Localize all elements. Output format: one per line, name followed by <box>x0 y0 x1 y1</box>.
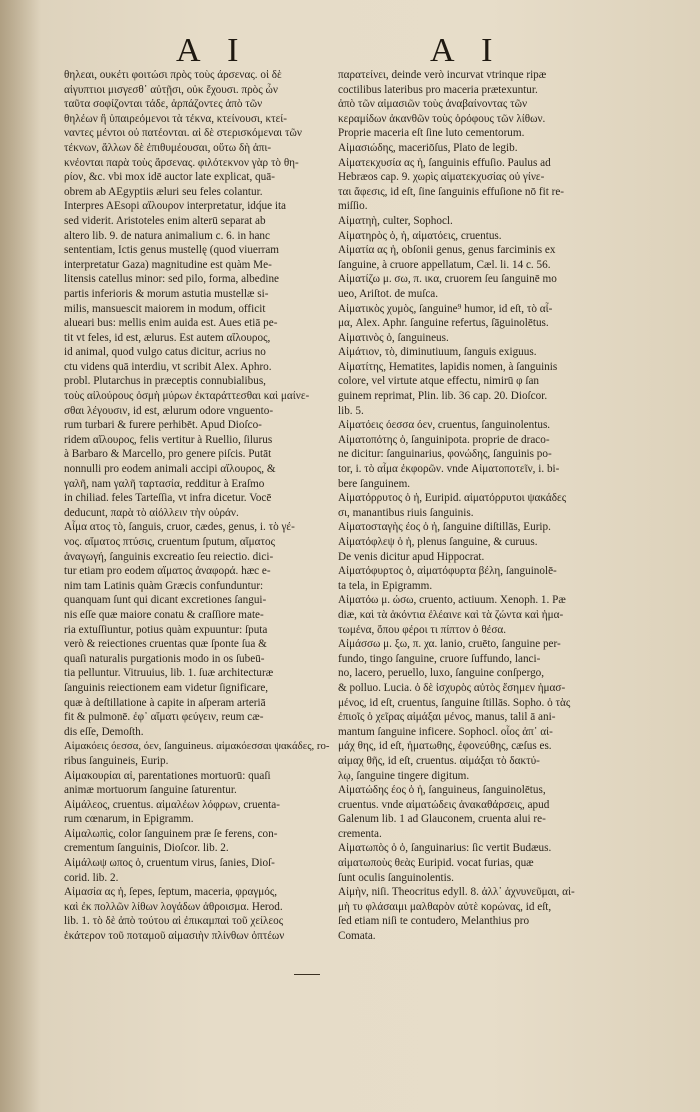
text-line: κνέονται παρὰ τοὺς ἄρσενας. φιλότεκνον γὰρ τὸ θη- <box>64 156 299 169</box>
text-line: Αἱματίτης, Hematites, lapidis nomen, à ſanguinis <box>338 360 558 373</box>
text-line: verò & reiectiones cruentas quæ ſponte ſua & <box>64 638 267 651</box>
text-line: θηλέων ἢ ὑπαιρεόμενοι τὰ τέκνα, κτείνουσι, κτεί- <box>64 112 288 125</box>
text-line: litensis catellus minor: sed pilo, forma, albedine <box>64 273 279 286</box>
text-line: tia pelluntur. Vitruuius, lib. 1. ſuæ architecturæ <box>64 667 274 680</box>
text-line: id animal, quod vulgo catus dicitur, acrius no <box>64 346 266 359</box>
text-line: Αἱματικὸς χυμὸς, ſanguine⁹ humor, id eſt, τὸ αἷ- <box>338 302 553 315</box>
text-line: τωμένα, ὅπου φέροι τι πίπτον ὁ θέσα. <box>338 623 507 636</box>
text-line: Αἱμακουρίαι αἱ, parentationes mortuorū: quaſi <box>64 769 271 782</box>
text-line: ria extuſſiuntur, potius quàm expuuntur: ſputa <box>64 623 268 636</box>
text-line: ἑκάτερον τοῦ ποταμοῦ αἱμασιὴν πλίνθων ὀπτέων <box>64 930 285 943</box>
text-line: Αἱμαλωπὶς, color ſanguinem præ ſe ferens, con- <box>64 827 278 840</box>
text-line: lib. 5. <box>338 404 364 417</box>
text-line: ueo, Ariſtot. de muſca. <box>338 287 439 300</box>
text-line: κεραμίδων ἀκανθῶν τοὺς ὀρόφους τῶν λίθων. <box>338 112 546 125</box>
text-line: alueari bus: mellis enim auida est. Aues etiā pe- <box>64 317 278 330</box>
text-line: μάχ θης, id eſt, ἡματωθης, ἐφονεύθης, cæſus es. <box>338 740 552 753</box>
text-line: ctu videns quā interdiu, vt scribit Alex. Aphro. <box>64 360 272 373</box>
text-line: ta tela, in Epigramm. <box>338 579 433 592</box>
text-line: De venis dicitur apud Hippocrat. <box>338 550 485 563</box>
text-line: ἀναγωγή, ſanguinis excreatio ſeu reiectio. dici- <box>64 550 274 563</box>
text-line: Hebræos cap. 9. χωρὶς αἱματεκχυσίας οὐ γίνε- <box>338 171 545 184</box>
text-line: nis eſſe quæ maiore conatu & craſſiore mate- <box>64 608 264 621</box>
text-line: ribus ſanguineis, Eurip. <box>64 754 169 767</box>
text-line: tit vt feles, id est, ælurus. Est autem αἴλουρος, <box>64 331 271 344</box>
text-line: ſanguine, à cruore appellatum, Cæl. li. 14 c. 56. <box>338 258 551 271</box>
text-line: quæ à deſtillatione à capite in aſperam arteriā <box>64 696 266 709</box>
text-line: rum turbari & furere perhibēt. Apud Dioſco- <box>64 419 262 432</box>
text-line: quaſi naturalis purgationis modo in os ſubeū- <box>64 652 265 665</box>
text-line: Αἱμασία ας ἡ, ſepes, ſeptum, maceria, φραγμός, <box>64 886 278 899</box>
text-line: Galenum lib. 1 ad Glauconem, cruenta alui re- <box>338 813 546 826</box>
text-line: Αἱματωπὸς ὁ ὁ, ſanguinarius: ſic vertit Budæus. <box>338 842 552 855</box>
text-line: nonnulli pro eodem animali accipi αἴλουρος, & <box>64 463 276 476</box>
text-line: ſanguinis reiectionem eam videtur ſignificare, <box>64 681 269 694</box>
text-line: Αἱματώδης έος ὁ ἡ, ſanguineus, ſanguinolētus, <box>338 784 546 797</box>
text-line: Αἱματόρρυτος ὁ ἡ, Euripid. αἱματόρρυτοι ψακάδες <box>338 492 567 505</box>
text-line: ταῦτα σοφίζονται τάδε, ἁρπάζοντες ἀπὸ τῶν <box>64 98 263 111</box>
text-line: νος. αἵματος πτύσις, cruentum ſputum, αἵματος <box>64 536 276 548</box>
text-line: & polluo. Lucia. ὁ δὲ ἰσχυρὸς αὐτὸς ἔσημεν ἡμασ- <box>338 681 566 694</box>
running-head-right: A I <box>430 32 503 69</box>
text-line: lib. 1. τὸ δὲ ἀπὸ τούτου αἱ ἐπικαμπαὶ τοῦ χείλεος <box>64 915 284 928</box>
text-line: Αἱμάλωψ ωπος ὁ, cruentum virus, ſanies, Dioſ- <box>64 857 275 870</box>
text-line: tor, i. τὸ αἷμα ἐκφορῶν. vnde Αἱματοποτεῖν, i. bi- <box>338 463 560 476</box>
text-line: σθαι λέγουσιν, id est, ælurum odore vnguento- <box>64 404 274 417</box>
text-line: Interpres AEsopi αἴλουρον interpretatur, idq́ue ita <box>64 200 287 213</box>
text-line: καὶ ἐκ πολλῶν λίθων λογάδων ἀθροισμα. Herod. <box>64 900 283 913</box>
text-line: σι, manantibus riuis ſanguinis. <box>338 506 474 519</box>
text-line: ναντες μέντοι οὐ πατέονται. αἱ δὲ στερισκόμεναι τῶν <box>64 127 302 140</box>
text-line: tur etiam pro eodem αἵματος ἀναφορά. hæc e- <box>64 565 271 578</box>
text-line: dis eſſe, Demoſth. <box>64 725 144 738</box>
text-line: probl. Plutarchus in præceptis connubialibus, <box>64 375 266 388</box>
left-column <box>64 68 334 944</box>
text-line: Αἱμακόεις όεσσα, όεν, ſanguineus. αἱμακόεσσαι ψακάδες, ro- <box>64 740 330 753</box>
text-line: Αἱματόω μ. ώσω, cruento, actiuum. Xenoph. 1. Pæ <box>338 594 566 607</box>
text-line: fit & pulmonē. ἐφ᾽ αἵματι φεύγειν, reum cæ- <box>64 711 264 724</box>
text-line: Αἱματία ας ἡ, obſonii genus, genus farciminis ex <box>338 244 556 257</box>
text-line: Αἱματηὴ, culter, Sophocl. <box>338 214 453 227</box>
text-line: ἐπιοῖς ὁ χεῖρας αἱμάξαι μένος, manus, talil ā ani- <box>338 711 556 724</box>
text-line: partis inferioris & morum astutia mustellæ si- <box>64 287 269 300</box>
text-line: Αἱματοπότης ὁ, ſanguinipota. proprie de draco- <box>338 433 550 446</box>
text-line: Αἱμάτιον, τὸ, diminutiuum, ſanguis exiguus. <box>338 346 537 359</box>
text-line: animæ mortuorum ſanguine ſaturentur. <box>64 784 237 797</box>
text-line: à Barbaro & Marcello, pro genere piſcis. Putāt <box>64 448 272 461</box>
text-line: mantum ſanguine inficere. Sophocl. οἷος ἀπ᾽ αἱ- <box>338 725 553 738</box>
text-line: τέκνων, ἄλλων δὲ ἐπιθυμέουσαι, οὕτω δὴ ἀπι- <box>64 141 272 154</box>
text-line: μα, Alex. Aphr. ſanguine refertus, ſāguinolētus. <box>338 317 549 330</box>
text-line: μὴ τυ φλάσαιμι μαλθαρὸν αὐτὲ κορώνας, id eſt, <box>338 900 552 913</box>
text-line: ne dicitur: ſanguinarius, φονώδης, ſanguinis po- <box>338 448 552 461</box>
text-line: αἱμαχ θῆς, id eſt, cruentus. αἱμάξαι τὸ δακτύ- <box>338 754 540 767</box>
text-line: ſed etiam niſi te contudero, Melanthius pro <box>338 915 530 928</box>
text-line: quanquam ſunt qui dicant excretiones ſangui- <box>64 594 267 607</box>
text-line: crementa. <box>338 827 382 840</box>
text-line: cruentus. vnde αἱματώδεις ἀνακαθάρσεις, apud <box>338 798 550 811</box>
text-line: fundo, tingo ſanguine, cruore ſuffundo, lanci- <box>338 652 541 665</box>
text-line: rum cœnarum, in Epigramm. <box>64 813 194 826</box>
text-line: Αἱματοσταγὴς έος ὁ ἡ, ſanguine diſtillās, Eurip. <box>338 521 551 534</box>
text-line: sententiam, Ictis genus mustellę (quod viuerram <box>64 244 279 257</box>
text-line: interpretatur Gaza) magnitudine est quàm Me- <box>64 258 272 271</box>
text-line: Αἱμὴν, niſi. Theocritus edyll. 8. ἀλλ᾽ ἀχνυνεῦμαι, αἱ- <box>338 886 575 899</box>
text-line: θηλεαι, ουκέτι φοιτώσι πρὸς τοὺς άρσενας. οἱ δὲ <box>64 69 282 81</box>
text-line: no, lacero, peruello, luxo, ſanguine conſpergo, <box>338 667 545 680</box>
text-line: bere ſanguinem. <box>338 477 411 490</box>
text-line: altero lib. 9. de natura animalium c. 6. in hanc <box>64 229 270 242</box>
text-line: Αἱματόεις όεσσα όεν, cruentus, ſanguinolentus. <box>338 419 551 432</box>
gutter-shadow <box>0 0 40 1112</box>
text-line: Αἱματόφλεψ ὁ ἡ, plenus ſanguine, & curuus. <box>338 536 538 548</box>
text-line: milis, mansuescit maiorem in modum, officit <box>64 302 266 315</box>
text-line: Proprie maceria eſt ſine luto cementorum. <box>338 127 525 140</box>
text-line: λῳ, ſanguine tingere digitum. <box>338 769 470 782</box>
text-line: corid. lib. 2. <box>64 871 119 884</box>
text-line: γαλῆ, nam γαλῆ ταρτασία, redditur à Eraſmo <box>64 477 265 490</box>
right-column <box>338 68 610 944</box>
text-line: αἱματωποὺς θεὰς Euripid. vocat furias, quæ <box>338 857 534 870</box>
text-line: Αἱματίζω μ. σω, π. ικα, cruorem ſeu ſanguinē mo <box>338 273 557 286</box>
text-line: ἀπὸ τῶν αἱμασιῶν τοὺς ἀναβαίνοντας τῶν <box>338 98 528 111</box>
text-line: nim tam Latinis quàm Græcis confunduntur: <box>64 579 264 592</box>
text-line: coctilibus lateribus pro maceria prætexuntur. <box>338 83 538 96</box>
text-line: guinem reprimat, Plin. lib. 36 cap. 20. Dioſcor. <box>338 390 548 403</box>
text-line: Αἱμάλεος, cruentus. αἱμαλέων λόφρων, cruenta- <box>64 798 280 811</box>
text-line: Αἱματόφυρτος ὁ, αἱματόφυρτα βέλη, ſanguinolē- <box>338 565 557 578</box>
text-line: diæ, καὶ τὰ ἀκόντια ἐλέαινε καὶ τὰ ζώντα καὶ ἡμα- <box>338 608 564 621</box>
text-line: Αἱμασιώδης, maceriōſus, Plato de legib. <box>338 141 518 154</box>
text-line: ται ἄφεσις, id eſt, ſine ſanguinis effuſione nō fit re- <box>338 185 565 198</box>
text-line: in chiliad. feles Tarteſſia, vt infra dicetur. Vocē <box>64 492 272 505</box>
catchword-rule <box>294 974 320 975</box>
text-line: Αἷμα ατος τὸ, ſanguis, cruor, cædes, genus, i. τὸ γέ- <box>64 521 295 534</box>
text-line: sed viderit. Aristoteles enim alterū separat ab <box>64 214 266 227</box>
text-line: Αἱματηρὸς ὁ, ἡ, αἱματόεις, cruentus. <box>338 229 502 242</box>
text-line: παρατείνει, deinde verò incurvat vtrinque ripæ <box>338 69 547 81</box>
text-line: Αἱμάσσω μ. ξω, π. χα. lanio, cruēto, ſanguine per- <box>338 638 561 651</box>
text-line: deducunt, παρὰ τὸ αἰόλλειν τὴν οὐράν. <box>64 506 239 519</box>
text-line: ρίον, &c. vbi mox idē auctor late explicat, quā- <box>64 171 275 184</box>
text-line: μένος, id eſt, cruentus, ſanguine ſtillās. Sopho. ὁ τὰς <box>338 696 571 709</box>
text-line: crementum ſanguinis, Dioſcor. lib. 2. <box>64 842 229 855</box>
text-line: obrem ab AEgyptiis æluri seu feles colantur. <box>64 185 263 198</box>
text-line: miſſio. <box>338 200 368 213</box>
text-line: Αἱματεκχυσία ας ἡ, ſanguinis effuſio. Paulus ad <box>338 156 551 169</box>
text-line: Comata. <box>338 930 376 943</box>
running-head-left: A I <box>176 32 249 69</box>
text-line: αἰγυπτιοι μισγεσθ᾽ αὐτῇσι, οὐκ ἔχουσι. πρὸς ὦν <box>64 83 278 96</box>
text-line: colore, vel virtute atque effectu, nimirū φ ſan <box>338 375 540 388</box>
text-line: Αἱματινὸς ὁ, ſanguineus. <box>338 331 449 344</box>
text-line: τοὺς αἰλούρους ὀσμὴ μύρων ἐκταράττεσθαι καὶ μαίνε- <box>64 390 310 403</box>
text-line: ridem αἴλουρος, felis vertitur à Ruellio, ſilurus <box>64 433 273 446</box>
text-line: ſunt oculis ſanguinolentis. <box>338 871 454 884</box>
